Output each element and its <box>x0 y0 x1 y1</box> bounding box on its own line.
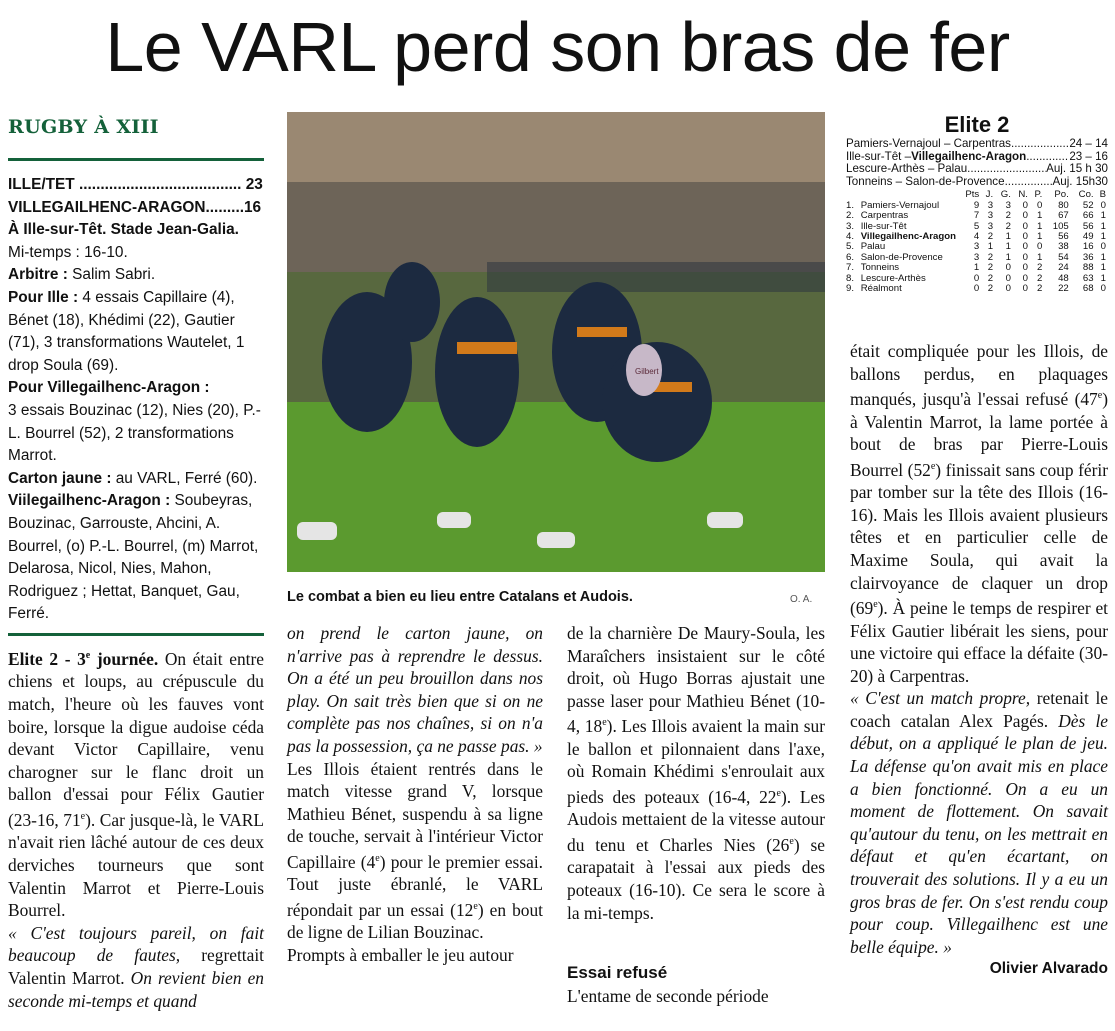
standings-cell: 7 <box>973 210 980 222</box>
standings-cell: 2 <box>1036 272 1043 284</box>
standings-cell: 36 <box>1082 251 1094 263</box>
team-name: Lescure-Arthès <box>860 272 926 284</box>
standings-cell: 49 <box>1082 231 1094 242</box>
yellow-text: au VARL, Ferré (60). <box>111 469 258 487</box>
results-box <box>846 138 1108 294</box>
home-score: ILLE/TET ...................................... 23 <box>8 176 263 193</box>
standings-cell: 0 <box>1100 199 1106 211</box>
standings-cell: 0 <box>1022 199 1028 211</box>
photo-caption: Le combat a bien eu lieu entre Catalans et Audois. <box>287 589 633 605</box>
standings-cell: 3 <box>1005 199 1011 211</box>
headline: Le VARL perd son bras de fer <box>105 8 1010 86</box>
lineup <box>8 490 264 626</box>
result-match-bold: Villegailhenc-Aragon <box>911 150 1027 163</box>
referee-label: Arbitre : <box>8 266 68 284</box>
section-label: RUGBY À XIII <box>8 116 159 138</box>
referee-name: Salim Sabri. <box>67 266 156 284</box>
result-score: 24 – 14 <box>1069 138 1108 150</box>
standings-cell: 0 <box>1036 241 1043 253</box>
standings-cell: 8. <box>846 272 855 284</box>
standings-cell: 54 <box>1058 251 1069 263</box>
standings-cell: 1 <box>987 241 994 253</box>
fact-box <box>8 174 264 626</box>
standings-header-cell: Pts <box>965 189 980 201</box>
standings-cell: 1 <box>1100 272 1106 284</box>
result-match: Pamiers-Vernajoul – Carpentras <box>846 138 1011 150</box>
standings-cell: 1 <box>1100 262 1106 274</box>
result-match: Tonneins – Salon-de-Provence <box>846 175 1005 188</box>
standings-cell: 0 <box>1022 220 1028 232</box>
standings-cell: 68 <box>1082 283 1094 295</box>
standings-cell: 1 <box>1005 241 1011 253</box>
result-row-4 <box>846 176 1108 189</box>
standings-cell: 2 <box>987 262 994 274</box>
subhead: Essai refusé <box>567 963 668 983</box>
standings-cell: 2 <box>987 283 994 295</box>
result-score: Auj. 15 h 30 <box>1046 163 1108 176</box>
standings-cell: 2 <box>987 251 994 263</box>
standings-table <box>846 190 1108 294</box>
standings-cell: 56 <box>1058 231 1069 242</box>
ille-label: Pour Ille : <box>8 288 79 306</box>
factbox-bottom-rule <box>8 633 264 636</box>
result-score: 23 – 16 <box>1069 150 1108 163</box>
ille-text: 4 essais Capillaire (4), Bénet (18), Khédimi (22), Gautier (71), 3 transformations Wautelet, 1 drop Soula (69). <box>8 288 245 374</box>
standings-cell: 66 <box>1082 210 1094 222</box>
standings-cell: 2 <box>987 272 994 284</box>
team-name: Ille-sur-Têt <box>860 220 907 232</box>
standings-cell: 1 <box>973 262 980 274</box>
standings-cell: 1 <box>1005 231 1011 242</box>
team-name: Villegailhenc-Aragon <box>860 231 956 242</box>
standings-cell: 0 <box>1005 283 1011 295</box>
standings-cell: 3 <box>973 241 980 253</box>
standings-cell: 1 <box>1100 231 1106 242</box>
standings-cell: 9. <box>846 283 855 295</box>
standings-cell: 22 <box>1058 283 1069 295</box>
result-match: Lescure-Arthès – Palau <box>846 163 968 176</box>
team-name: Pamiers-Vernajoul <box>860 199 940 211</box>
standings-cell: 1 <box>1100 210 1106 222</box>
article-col-2: on prend le carton jaune, on n'arrive pas à reprendre le dessus. On a été un peu brouillon dans nos play. On sait très bien que si on ne complète pas nos chaînes, si on n'a pas la possession, ça ne passe pas. » Les Illois étaient rentrés dans le match vitesse grand V, lorsque Mathieu Bénet, suspendu à sa ligne de touche, servait à l'intérieur Victor Capillaire (4e) pour le premier essai. Tout juste ébranlé, le VARL répondait par un essai (12e) en bout de ligne de Lilian Bouzinac. Prompts à emballer le jeu autour <box>287 623 543 965</box>
standings-cell: 6. <box>846 251 855 263</box>
standings-cell: 1 <box>1100 220 1106 232</box>
yellow-card <box>8 468 264 491</box>
result-row-1 <box>846 138 1108 151</box>
author: Olivier Alvarado <box>989 960 1108 978</box>
standings-cell: 67 <box>1058 210 1069 222</box>
result-score: Auj. 15h30 <box>1052 175 1108 188</box>
standings-cell: 0 <box>1036 199 1043 211</box>
team-name: Carpentras <box>860 210 909 222</box>
standings-cell: 2 <box>1005 210 1011 222</box>
result-row-2 <box>846 151 1108 164</box>
standings-header-cell: J. <box>985 189 994 201</box>
standings-cell: 0 <box>1005 272 1011 284</box>
standings-cell: 56 <box>1082 220 1094 232</box>
standings-cell: 0 <box>1022 272 1028 284</box>
photo-credit: O. A. <box>790 594 813 605</box>
villeg-label: Pour Villegailhenc-Aragon : <box>8 379 210 397</box>
yellow-label: Carton jaune : <box>8 469 112 487</box>
standings-cell: 2 <box>1036 262 1043 274</box>
standings-cell: 105 <box>1052 220 1069 232</box>
referee <box>8 264 264 287</box>
standings-cell: 3 <box>973 251 980 263</box>
match-photo <box>287 112 825 572</box>
standings-cell: 1 <box>1036 210 1043 222</box>
standings-cell: 0 <box>1005 262 1011 274</box>
standings-cell: 80 <box>1058 199 1069 211</box>
standings-cell: 0 <box>1100 283 1106 295</box>
standings-cell: 3 <box>987 210 994 222</box>
standings-cell: 2 <box>987 231 994 242</box>
team-name: Tonneins <box>860 262 900 274</box>
standings-cell: 1 <box>1005 251 1011 263</box>
standings-header-cell: G. <box>1000 189 1011 201</box>
standings-cell: 0 <box>1022 283 1028 295</box>
standings-cell: 3. <box>846 220 855 232</box>
elite-title: Elite 2 <box>944 112 1010 137</box>
standings-cell: 0 <box>973 272 980 284</box>
standings-cell: 3 <box>987 220 994 232</box>
standings-cell: 16 <box>1082 241 1094 253</box>
halftime: Mi-temps : 16-10. <box>8 243 128 261</box>
lead-label: Elite 2 - 3e journée. <box>8 648 159 669</box>
section-rule <box>8 158 264 161</box>
standings-cell: 9 <box>973 199 980 211</box>
standings-cell: 2 <box>1005 220 1011 232</box>
standings-cell: 0 <box>1022 262 1028 274</box>
result-row-3 <box>846 163 1108 176</box>
standings-cell: 48 <box>1058 272 1069 284</box>
article-col-3: de la charnière De Maury-Soula, les Maraîchers insistaient sur le côté droit, où Hugo Borras ajustait une passe laser pour Mathieu Bénet (10-4, 18e). Les Illois avaient la main sur le ballon et pilonnaient dans l'axe, où Romain Khédimi s'enroulait aux pieds des poteaux (16-4, 22e). Les Audois mettaient de la vitesse autour du tenu et Charles Nies (26e) se carapatait à l'essai aux pieds des poteaux (16-10). Ce sera le score à la mi-temps. Essai refusé L'entame de seconde période <box>567 623 826 1006</box>
standings-cell: 5 <box>973 220 980 232</box>
standings-cell: 0 <box>973 283 980 295</box>
standings-cell: 7. <box>846 262 855 274</box>
standings-header-cell: Co. <box>1078 189 1094 201</box>
standings-cell: 1 <box>1100 251 1106 263</box>
standings-header-cell: P. <box>1034 189 1043 201</box>
ball-brand: Gilbert <box>635 367 659 376</box>
standings-cell: 0 <box>1022 241 1028 253</box>
standings-cell: 0 <box>1022 251 1028 263</box>
standings-header-cell: B <box>1099 189 1106 201</box>
standings-cell: 63 <box>1082 272 1094 284</box>
standings-cell: 0 <box>1022 231 1028 242</box>
lineup-text: Soubeyras, Bouzinac, Garrouste, Ahcini, A. Bourrel, (o) P.-L. Bourrel, (m) Marrot, Delarosa, Nicol, Nies, Mahon, Rodriguez ; Hettat, Banquet, Gau, Ferré. <box>8 492 259 623</box>
ille-scorers <box>8 287 264 377</box>
team-name: Salon-de-Provence <box>860 251 943 263</box>
standings-cell: 2. <box>846 210 855 222</box>
standings-cell: 1 <box>1036 220 1043 232</box>
result-match: Ille-sur-Têt – <box>846 150 912 163</box>
standings-header-cell: Po. <box>1054 189 1069 201</box>
standings-cell: 88 <box>1082 262 1094 274</box>
standings-cell: 3 <box>987 199 994 211</box>
standings-cell: 1 <box>1036 251 1043 263</box>
standings-header-cell: N. <box>1018 189 1028 201</box>
standings-cell: 2 <box>1036 283 1043 295</box>
standings-cell: 4. <box>846 231 855 242</box>
standings-cell: 5. <box>846 241 855 253</box>
away-score: VILLEGAILHENC-ARAGON.........16 <box>8 198 262 216</box>
article-col-4: était compliquée pour les Illois, de ballons perdus, en plaquages manqués, jusqu'à l'essai refusé (47e) à Valentin Marrot, la lame portée à bout de bras par Pierre-Louis Bourrel (52e) finissait sans coup férir par tomber sur la tête des Illois (16-16). Mais les Illois avaient plusieurs têtes et en particulier celle de Maxime Soula, qui avait la clairvoyance de claquer un drop (69e). À peine le temps de respirer et Félix Gautier libérait les siens, pour une victoire qui efface la défaite (30-20) à Carpentras. « C'est un match propre, retenait le coach catalan Alex Pagés. Dès le début, on a appliqué le plan de jeu. La défense qu'on avait mis en place a bien fonctionné. On a eu un moment de flottement. On savait qu'autour du tenu, on les mettrait en défaut et qu'en écartant, on trouverait des solutions. Il y a eu un gros bras de fer. On s'est rendu coup pour coup. Villegailhenc est une belle équipe. » Olivier Alvarado <box>850 340 1108 981</box>
standings-cell: 0 <box>1022 210 1028 222</box>
team-name: Réalmont <box>860 283 902 295</box>
article-col-1: Elite 2 - 3e journée. On était entre chiens et loups, au crépuscule du match, l'heure où les fauves vont boire, lorsque la digue audoise céda devant Victor Capillaire, venu charogner sur le flanc droit un ballon d'essai pour Félix Gautier (23-16, 71e). Car jusque-là, le VARL n'avait rien lâché autour de ces deux derviches tourneurs que sont Valentin Marrot et Pierre-Louis Bourrel. « C'est toujours pareil, on fait beaucoup de fautes, regrettait Valentin Marrot. On revient bien en seconde mi-temps et quand <box>8 648 265 1011</box>
villeg-text: 3 essais Bouzinac (12), Nies (20), P.-L. Bourrel (52), 2 transformations Marrot. <box>8 401 261 465</box>
standings-cell: 1 <box>1036 231 1043 242</box>
venue: À Ille-sur-Têt. Stade Jean-Galia. <box>8 221 239 239</box>
standings-cell: 24 <box>1058 262 1069 274</box>
standings-cell: 38 <box>1058 241 1069 253</box>
standings-cell: 4 <box>973 231 980 242</box>
standings-cell: 52 <box>1082 199 1094 211</box>
standings-row <box>846 284 1108 294</box>
standings-cell: 1. <box>846 199 855 211</box>
standings-cell: 0 <box>1100 241 1106 253</box>
team-name: Palau <box>860 241 886 253</box>
lineup-label: Viilegailhenc-Aragon : <box>8 492 171 510</box>
